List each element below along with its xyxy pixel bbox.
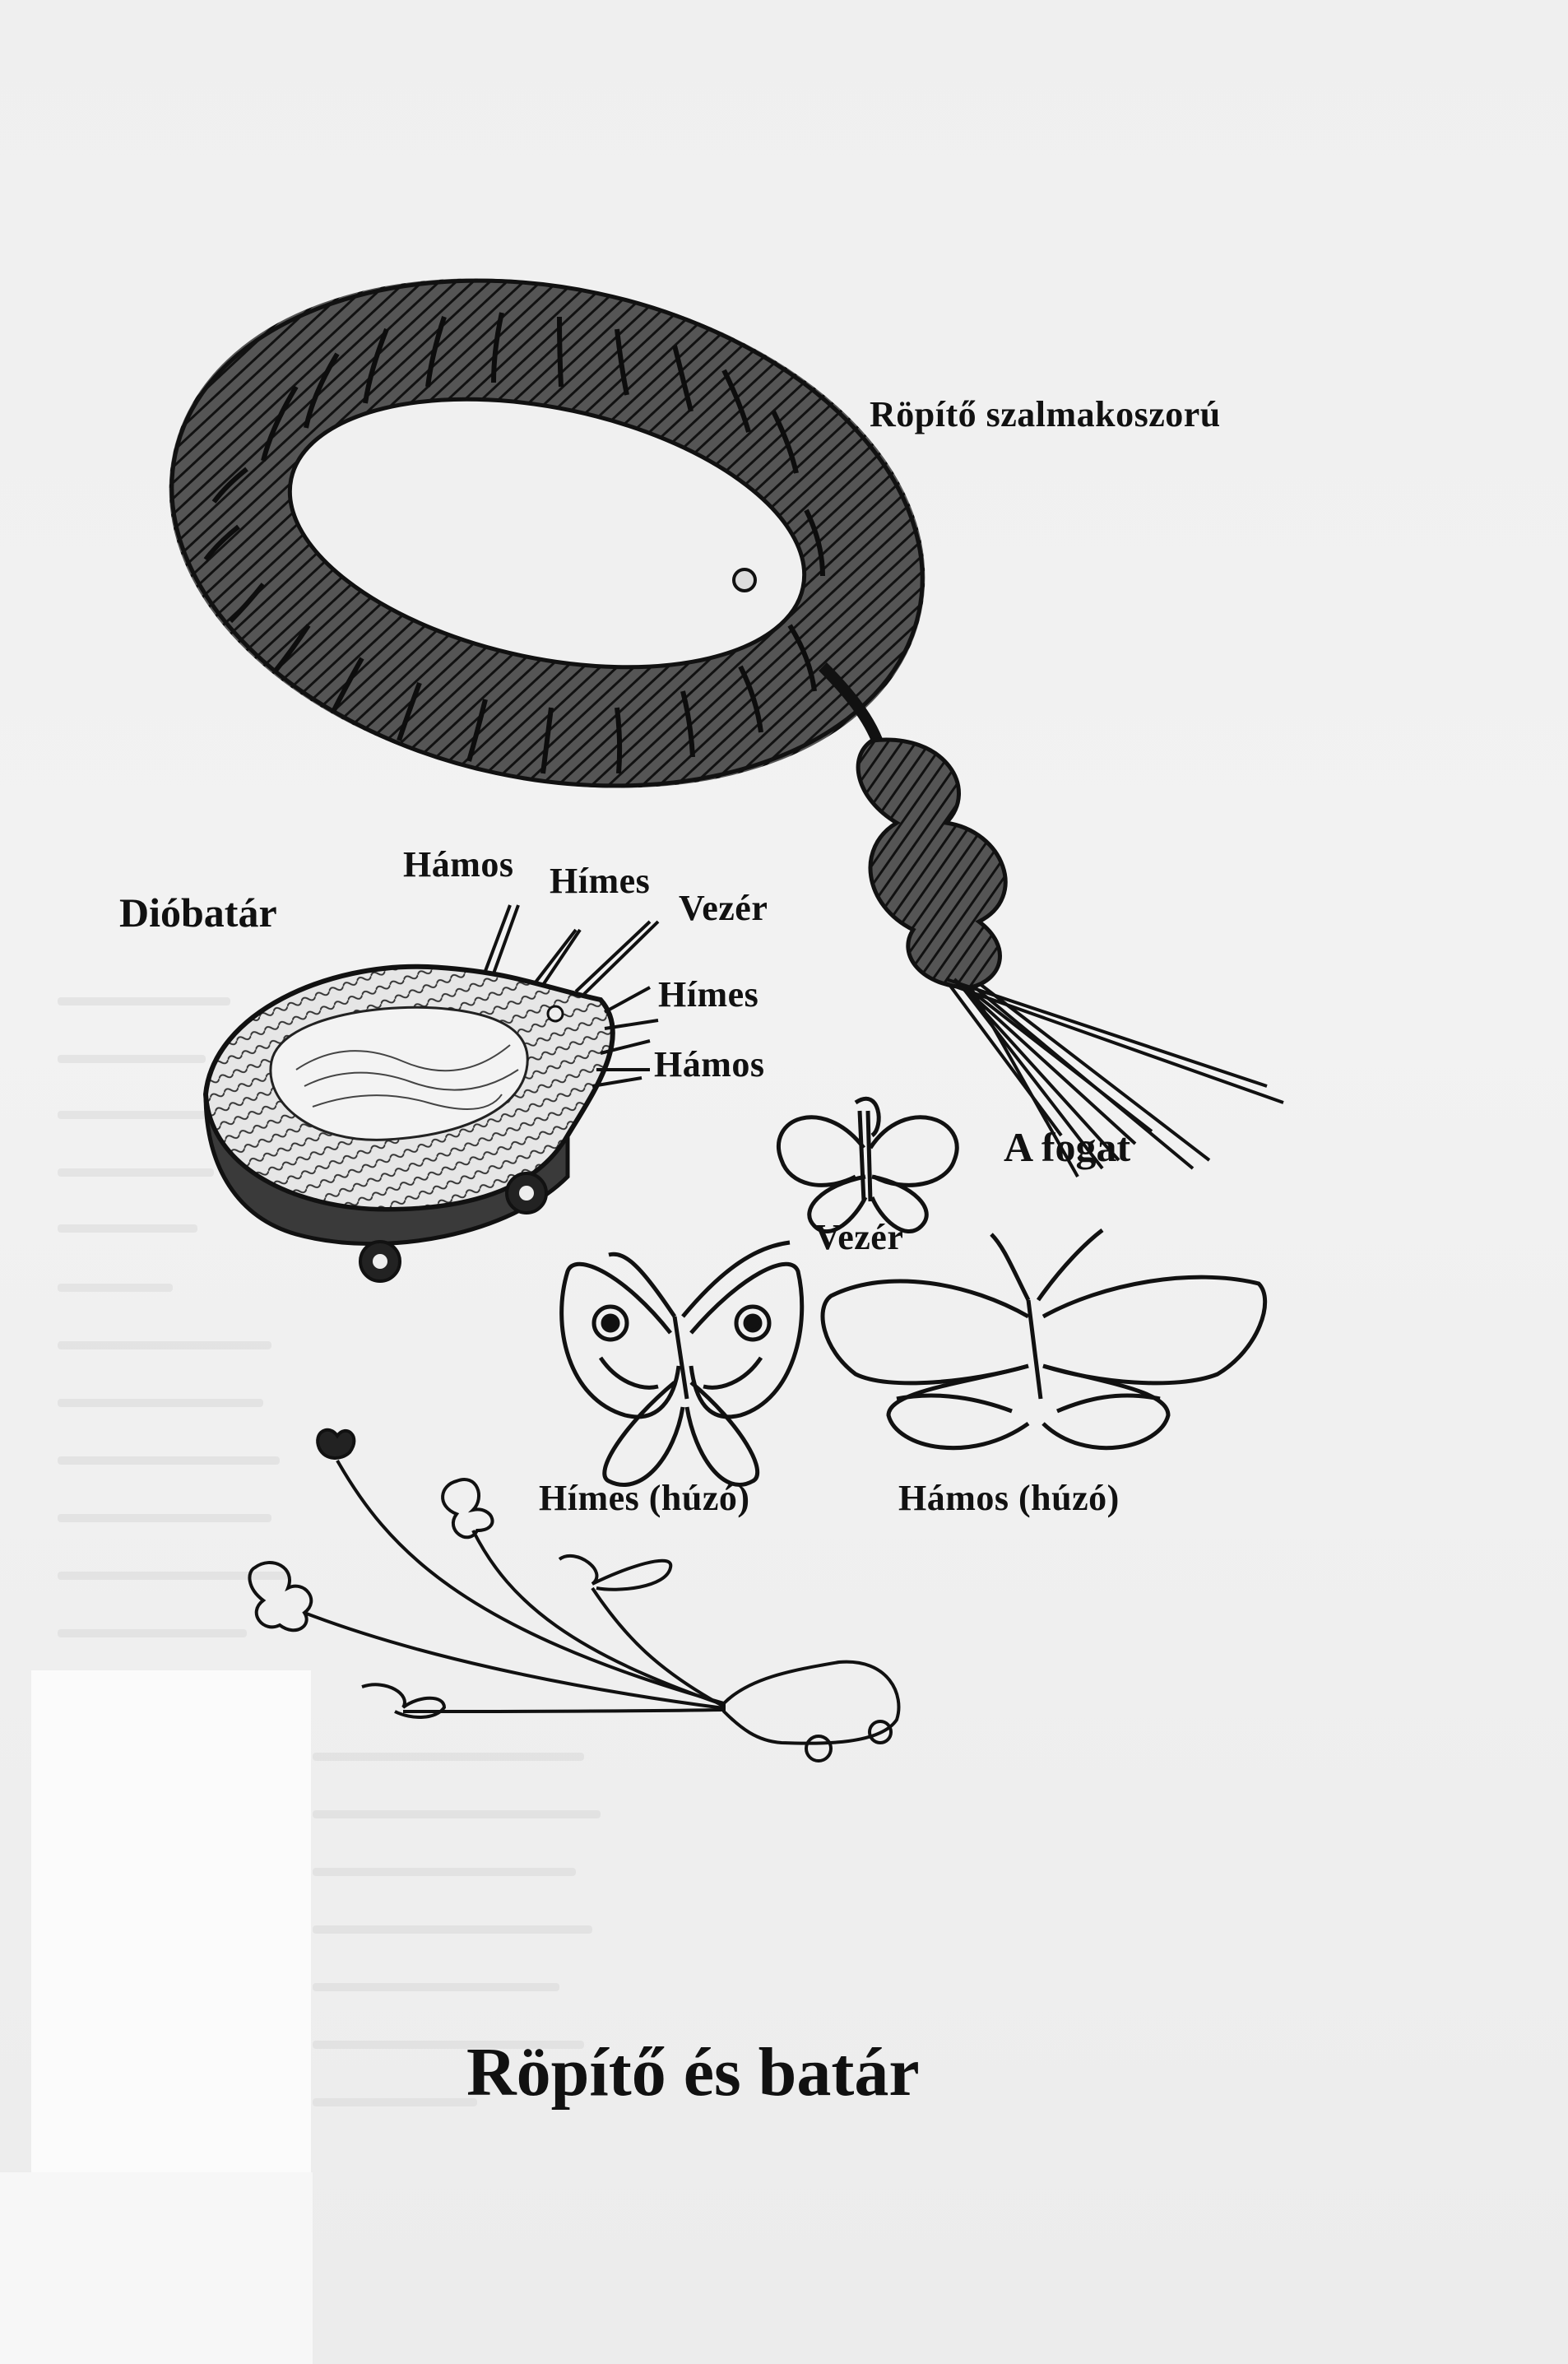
walnut-carriage-label: Dióbatár: [119, 889, 277, 936]
part-label-hamos-top: Hámos: [403, 844, 514, 885]
hamos-puller-label: Hámos (húzó): [898, 1478, 1120, 1518]
wreath-label: Röpítő szalmakoszorú: [870, 394, 1221, 434]
leader-label: Vezér: [814, 1217, 904, 1257]
butterfly-himes-drawing: [562, 1242, 802, 1484]
part-label-himes-side: Hímes: [658, 974, 759, 1015]
part-label-hamos-side: Hámos: [654, 1044, 765, 1084]
team-label: A fogat: [1004, 1124, 1131, 1170]
butterfly-hamos-drawing: [823, 1230, 1265, 1448]
butterfly-leader-drawing: [778, 1098, 957, 1231]
himes-puller-label: Hímes (húzó): [539, 1478, 750, 1518]
walnut-carriage-drawing: [206, 905, 658, 1281]
page-caption-title: Röpítő és batár: [466, 2034, 920, 2111]
part-label-vezer-top: Vezér: [679, 888, 768, 928]
part-label-himes-top: Hímes: [550, 861, 651, 901]
